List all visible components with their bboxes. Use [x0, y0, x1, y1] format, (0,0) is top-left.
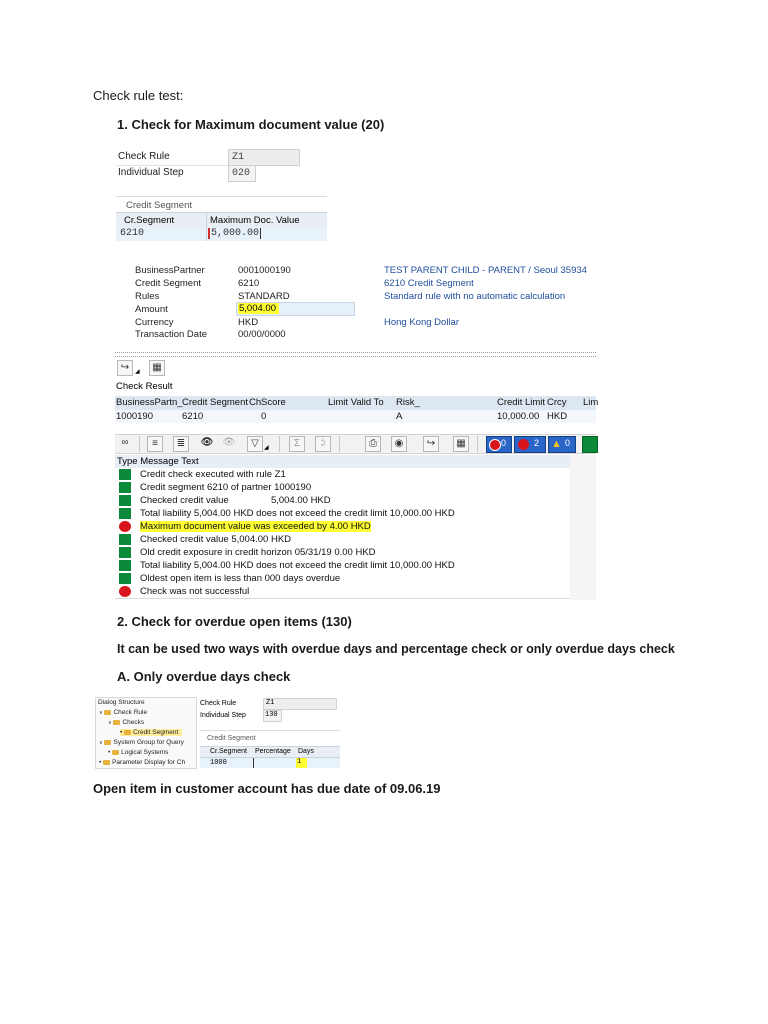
- message-text: Old credit exposure in credit horizon 05/31/19 0.00 HKD: [140, 547, 376, 558]
- list-item[interactable]: [115, 507, 570, 521]
- export-list-icon[interactable]: ↪: [423, 436, 439, 452]
- partner-value: 0001000190: [238, 265, 291, 276]
- partner-label: BusinessPartner: [135, 265, 205, 276]
- s2-individual-step-field[interactable]: 130: [263, 710, 282, 722]
- error-dot-icon: [119, 586, 131, 597]
- subtotal-icon[interactable]: ⫄: [315, 436, 331, 452]
- message-text: Credit segment 6210 of partner 1000190: [140, 482, 312, 493]
- col-crcy[interactable]: Crcy: [547, 397, 567, 408]
- s2-cell-segment: 1000: [210, 759, 227, 767]
- warning-count: 0: [565, 438, 571, 448]
- col-max-doc-value: Maximum Doc. Value: [210, 215, 300, 226]
- success-square-icon: [119, 547, 131, 558]
- individual-step-row: [116, 165, 300, 181]
- col-limit-valid-to[interactable]: Limit Valid To: [328, 397, 384, 408]
- table-row[interactable]: [115, 410, 596, 423]
- individual-step-field[interactable]: 020: [228, 165, 256, 182]
- message-text: Oldest open item is less than 000 days overdue: [140, 573, 341, 584]
- message-list-filler: [570, 455, 596, 600]
- layout-icon[interactable]: ▦: [453, 436, 469, 452]
- list-item[interactable]: [115, 546, 570, 560]
- tree-title: Dialog Structure: [98, 699, 145, 706]
- check-rule-field[interactable]: Z1: [228, 149, 300, 166]
- message-text: Total liability 5,004.00 HKD does not exceed the credit limit 10,000.00 HKD: [140, 560, 455, 571]
- s2-table-row[interactable]: [200, 758, 340, 768]
- message-text: Total liability 5,004.00 HKD does not exceed the credit limit 10,000.00 HKD: [140, 508, 455, 519]
- folder-icon: [104, 710, 111, 715]
- s2-check-rule-field[interactable]: Z1: [263, 698, 337, 710]
- list-item[interactable]: [115, 494, 570, 508]
- partner-desc: TEST PARENT CHILD - PARENT / Seoul 35934: [384, 265, 587, 276]
- individual-step-label: Individual Step: [118, 167, 184, 178]
- warning-filter-button[interactable]: [548, 436, 576, 453]
- section2-title: 2. Check for overdue open items (130): [117, 614, 352, 629]
- message-header-text: Type Message Text: [117, 456, 199, 467]
- col-cr-segment: Cr.Segment: [124, 215, 175, 226]
- col-credit-segment[interactable]: Credit Segment: [182, 397, 249, 408]
- sort-ascending-icon[interactable]: ≡: [147, 436, 163, 452]
- print-icon[interactable]: ⎙: [365, 436, 381, 452]
- s2-table-header: [200, 746, 340, 758]
- filter-dropdown-icon[interactable]: ◢: [264, 445, 269, 451]
- list-item[interactable]: [115, 533, 570, 547]
- document-heading: Check rule test:: [93, 88, 184, 103]
- tree-item-system-group[interactable]: ∨ System Group for Query: [99, 739, 184, 746]
- success-square-icon: [119, 573, 131, 584]
- currency-value: HKD: [238, 317, 259, 328]
- s2-individual-step-label: Individual Step: [200, 712, 246, 719]
- rules-label: Rules: [135, 291, 160, 302]
- credit-segment-row: [116, 227, 327, 241]
- message-toolbar: [115, 434, 596, 454]
- success-square-icon: [119, 560, 131, 571]
- tree-item-parameter-display[interactable]: • Parameter Display for Ch: [99, 759, 186, 766]
- col-risk[interactable]: Risk_: [396, 397, 420, 408]
- message-text: Check was not successful: [140, 586, 250, 597]
- col-business-partner[interactable]: BusinessPartn_: [116, 397, 183, 408]
- check-rule-row: [116, 149, 300, 166]
- s2-col-segment: Cr.Segment: [210, 748, 247, 755]
- list-item[interactable]: [115, 520, 570, 534]
- list-item[interactable]: [115, 585, 570, 599]
- find-next-icon[interactable]: 👁: [222, 437, 236, 448]
- layout-grid-icon[interactable]: ▦: [149, 360, 165, 376]
- message-text: Credit check executed with rule Z1: [140, 469, 286, 480]
- col-score[interactable]: Score: [261, 397, 286, 408]
- details-glasses-icon[interactable]: ∞: [121, 437, 129, 448]
- folder-icon: [103, 760, 110, 765]
- message-text: Maximum document value was exceeded by 4.00 HKD: [140, 521, 371, 532]
- currency-desc: Hong Kong Dollar: [384, 317, 459, 328]
- success-square-icon: [119, 534, 131, 545]
- message-text: Checked credit value 5,004.00 HKD: [140, 495, 331, 506]
- rules-value: STANDARD: [238, 291, 290, 302]
- warning-triangle-icon: ▲: [551, 438, 562, 450]
- success-square-icon: [119, 508, 131, 519]
- cell-credit-limit: 10,000.00: [497, 411, 540, 422]
- export-icon[interactable]: ↪: [117, 360, 133, 376]
- error-dot-icon: [119, 521, 131, 532]
- s2-credit-segment-title: Credit Segment: [207, 735, 256, 742]
- col-credit-limit[interactable]: Credit Limit: [497, 397, 546, 408]
- check-result-title: Check Result: [116, 381, 173, 392]
- s2-check-rule-label: Check Rule: [200, 700, 237, 707]
- list-item[interactable]: [115, 481, 570, 495]
- tree-item-logical-systems[interactable]: • Logical Systems: [108, 749, 169, 756]
- red-filter-button[interactable]: [514, 436, 546, 453]
- rules-desc: Standard rule with no automatic calculation: [384, 291, 566, 302]
- cell-credit-segment: 6210: [182, 411, 204, 422]
- cell-score: 0: [261, 411, 267, 422]
- filter-icon[interactable]: ▽: [247, 436, 263, 452]
- message-list-header: [115, 455, 570, 469]
- success-square-icon: [119, 495, 131, 506]
- sum-icon[interactable]: Σ: [289, 436, 305, 452]
- s2-col-percentage: Percentage: [255, 748, 291, 755]
- cell-crcy: HKD: [547, 411, 568, 422]
- tree-item-checks[interactable]: ∨ Checks: [108, 719, 145, 726]
- success-square-icon: [119, 482, 131, 493]
- section1-title: 1. Check for Maximum document value (20): [117, 117, 385, 132]
- transaction-date-label: Transaction Date: [135, 329, 207, 340]
- success-square-icon: [119, 469, 131, 480]
- credit-segment-label: Credit Segment: [135, 278, 202, 289]
- check-rule-label: Check Rule: [118, 151, 170, 162]
- section2-subtitle: A. Only overdue days check: [117, 669, 291, 684]
- red-light-icon: [518, 439, 529, 450]
- cs-segment-cell: 6210: [120, 228, 145, 239]
- tree-item-check-rule[interactable]: ∨ Check Rule: [99, 709, 148, 716]
- result-toolbar: [117, 360, 177, 376]
- list-item[interactable]: [115, 559, 570, 573]
- credit-segment-desc: 6210 Credit Segment: [384, 278, 474, 289]
- cell-business-partner: 1000190: [116, 411, 153, 422]
- s2-cell-days[interactable]: 1: [296, 758, 307, 768]
- success-filter-button[interactable]: [582, 436, 598, 453]
- folder-icon: [124, 730, 131, 735]
- dialog-structure-tree: [95, 697, 197, 769]
- credit-segment-value: 6210: [238, 278, 260, 289]
- currency-label: Currency: [135, 317, 174, 328]
- credit-segment-header: [116, 212, 327, 228]
- credit-segment-title: Credit Segment: [126, 200, 193, 211]
- tree-item-credit-segment[interactable]: • Credit Segment: [120, 729, 182, 736]
- open-item-note: Open item in customer account has due date of 09.06.19: [93, 781, 441, 796]
- list-item[interactable]: [115, 468, 570, 482]
- col-ch[interactable]: Ch: [249, 397, 262, 408]
- cs-max-value-input[interactable]: 5,000.00: [208, 228, 261, 239]
- sort-descending-icon[interactable]: ≣: [173, 436, 189, 452]
- splitter-bar[interactable]: [115, 352, 596, 357]
- folder-icon: [113, 720, 120, 725]
- message-text: Checked credit value 5,004.00 HKD: [140, 534, 292, 545]
- section2-intro: It can be used two ways with overdue days and percentage check or only overdue days check: [117, 642, 675, 656]
- dropdown-arrow-icon[interactable]: ◢: [135, 369, 140, 375]
- error-count: 0: [501, 438, 507, 448]
- amount-label: Amount: [135, 304, 168, 315]
- views-icon[interactable]: ◉: [391, 436, 407, 452]
- red-count: 2: [534, 438, 540, 448]
- credit-segment-table: [116, 196, 327, 246]
- amount-field[interactable]: [236, 302, 355, 316]
- folder-icon: [104, 740, 111, 745]
- stop-icon: [489, 439, 501, 451]
- col-lim[interactable]: Lim: [583, 397, 599, 408]
- find-binoculars-icon[interactable]: 👁: [200, 437, 214, 448]
- transaction-date-value: 00/00/0000: [238, 329, 286, 340]
- check-result-header: [115, 396, 599, 411]
- folder-icon: [112, 750, 119, 755]
- amount-value: 5,004.00: [238, 303, 279, 314]
- cell-risk: A: [396, 411, 403, 422]
- list-item[interactable]: [115, 572, 570, 586]
- s2-col-days: Days: [298, 748, 314, 755]
- error-filter-button[interactable]: [486, 436, 512, 453]
- s2-cell-percentage-cursor[interactable]: [253, 758, 254, 768]
